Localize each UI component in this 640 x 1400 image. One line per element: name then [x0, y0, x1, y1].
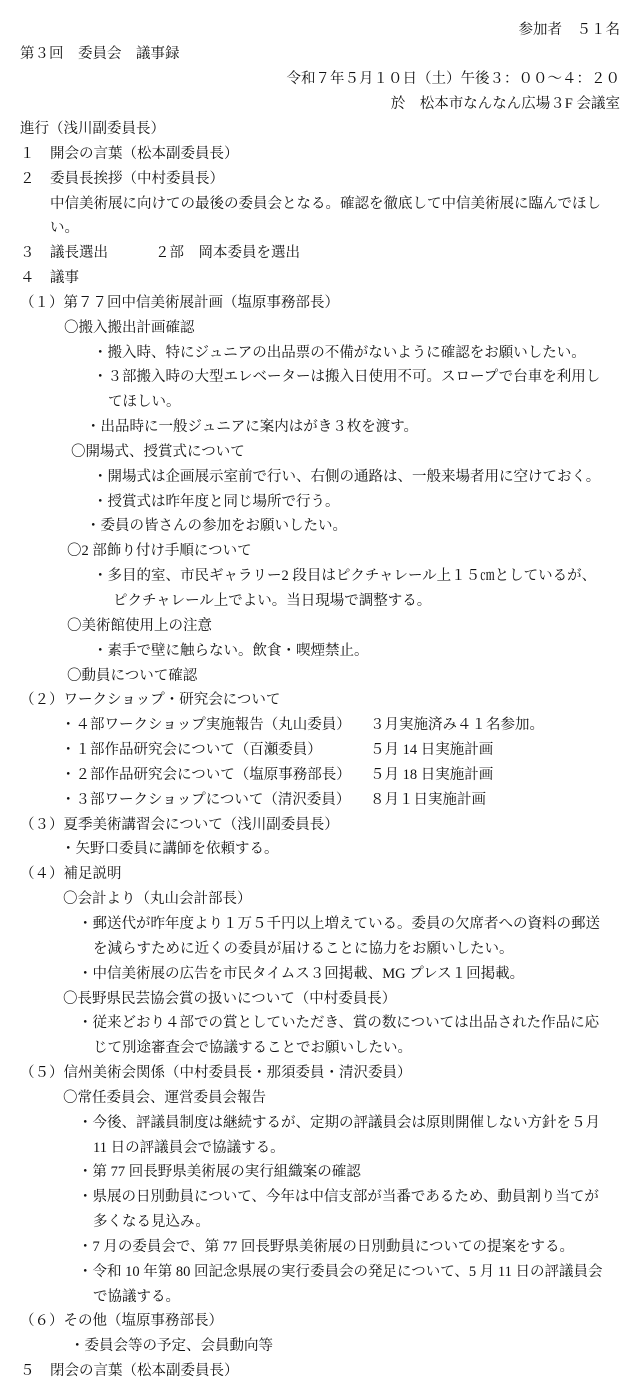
greeting-message-line: 中信美術展に向けての最後の委員会となる。確認を徹底して中信美術展に臨んでほし — [50, 195, 601, 212]
bullet-continuation: を減らすために近くの委員が届けることに協力をお願いしたい。 — [93, 940, 514, 957]
bullet-item: ・素手で壁に触らない。飲食・喫煙禁止。 — [93, 642, 369, 659]
section-heading-supplementary: （４）補足説明 — [20, 866, 122, 883]
meeting-datetime: 令和７年５月１０日（土）午後３：００～４：２０ — [286, 71, 620, 88]
section-heading-other: （６）その他（塩原事務部長） — [20, 1313, 223, 1330]
agenda-text: 開会の言葉（松本副委員長） — [50, 145, 239, 162]
subsection-title: 〇搬入搬出計画確認 — [64, 319, 195, 336]
workshop-label: ・４部ワークショップ実施報告（丸山委員） — [61, 717, 351, 734]
bullet-continuation: ピクチャレール上でよい。当日現場で調整する。 — [113, 593, 432, 609]
subsection-title: 〇開場式、授賞式について — [71, 443, 245, 460]
workshop-row — [0, 763, 640, 788]
bullet-continuation: で協議する。 — [93, 1288, 180, 1305]
bullet-item: ・郵送代が昨年度より１万５千円以上増えている。委員の欠席者への資料の郵送 — [78, 915, 600, 932]
subsection-title: 〇会計より（丸山会計部長） — [63, 891, 252, 908]
bullet-item: ・従来どおり４部での賞としていただき、賞の数については出品された作品に応 — [78, 1015, 600, 1032]
bullet-continuation: 多くなる見込み。 — [93, 1214, 210, 1231]
section-heading-workshops: （２）ワークショップ・研究会について — [20, 692, 281, 709]
bullet-item: ・３部搬入時の大型エレベーターは搬入日使用不可。スロープで台車を利用し — [93, 369, 601, 386]
agenda-item-chair-election — [0, 241, 640, 266]
bullet-item: ・今後、評議員制度は継続するが、定期の評議員会は原則開催しない方針を５月 — [78, 1114, 600, 1131]
section-heading-summer-course: （３）夏季美術講習会について（浅川副委員長） — [20, 816, 339, 833]
section-heading-shinshu-art: （５）信州美術会関係（中村委員長・那須委員・清沢委員） — [20, 1065, 412, 1082]
bullet-item: ・出品時に一般ジュニアに案内はがき３枚を渡す。 — [86, 419, 419, 436]
workshop-row — [0, 713, 640, 738]
bullet-item: ・県展の日別動員について、今年は中信支部が当番であるため、動員割り当てが — [78, 1189, 599, 1206]
attendance-count: 参加者 ５１名 — [518, 21, 620, 38]
bullet-item: ・矢野口委員に講師を依頼する。 — [61, 841, 279, 858]
bullet-item: ・7 月の委員会で、第 77 回長野県美術展の日別動員についての提案をする。 — [78, 1238, 575, 1255]
workshop-label: ・２部作品研究会について（塩原事務部長） — [61, 766, 351, 783]
subsection-title: 〇常任委員会、運営委員会報告 — [63, 1089, 266, 1106]
facilitator-line: 進行（浅川副委員長） — [20, 120, 165, 137]
agenda-number: ２ — [20, 170, 35, 187]
bullet-item: ・搬入時、特にジュニアの出品票の不備がないように確認をお願いしたい。 — [93, 344, 586, 361]
subsection-title: 〇美術館使用上の注意 — [67, 617, 212, 634]
bullet-continuation: てほしい。 — [108, 394, 181, 411]
section-heading-exhibition-plan: （１）第７７回中信美術展計画（塩原事務部長） — [20, 294, 339, 311]
workshop-schedule: ３月実施済み４１名参加。 — [370, 717, 544, 734]
bullet-item: ・開場式は企画展示室前で行い、右側の通路は、一般来場者用に空けておく。 — [93, 468, 601, 485]
bullet-item: ・令和 10 年第 80 回記念県展の実行委員会の発足について、5 月 11 日の評議員会 — [78, 1263, 603, 1280]
bullet-item: ・授賞式は昨年度と同じ場所で行う。 — [93, 493, 340, 510]
subsection-title: 〇長野県民芸協会賞の扱いについて（中村委員長） — [63, 990, 397, 1007]
agenda-number: １ — [20, 145, 35, 162]
agenda-text: 閉会の言葉（松本副委員長） — [50, 1363, 239, 1380]
bullet-item: ・委員の皆さんの参加をお願いしたい。 — [86, 518, 347, 535]
agenda-number: ４ — [20, 270, 35, 287]
agenda-text: 議長選出 — [50, 245, 108, 262]
workshop-schedule: ５月 18 日実施計画 — [370, 766, 494, 783]
agenda-item-proceedings — [0, 266, 640, 291]
bullet-item: ・中信美術展の広告を市民タイムス３回掲載、MG プレス１回掲載。 — [78, 965, 525, 982]
agenda-text: 議事 — [50, 270, 79, 287]
bullet-item: ・第 77 回長野県美術展の実行組織案の確認 — [78, 1164, 361, 1181]
bullet-item: ・委員会等の予定、会員動向等 — [70, 1338, 273, 1355]
subsection-title: 〇動員について確認 — [67, 667, 198, 684]
bullet-continuation: じて別途審査会で協議することでお願いしたい。 — [93, 1040, 412, 1057]
agenda-item-opening — [0, 142, 640, 167]
greeting-message-line: い。 — [50, 220, 79, 237]
agenda-number: ３ — [20, 245, 35, 262]
agenda-text: 委員長挨拶（中村委員長） — [50, 170, 224, 187]
workshop-label: ・１部作品研究会について（百瀬委員） — [61, 742, 322, 759]
meeting-venue: 於 松本市なんなん広場３F 会議室 — [390, 96, 620, 113]
workshop-row — [0, 788, 640, 813]
bullet-item: ・多目的室、市民ギャラリー2 段目はピクチャレール上１５㎝としているが、 — [93, 568, 597, 585]
agenda-number: ５ — [20, 1363, 35, 1380]
agenda-item-closing — [0, 1359, 640, 1384]
workshop-row — [0, 738, 640, 763]
workshop-schedule: ８月１日実施計画 — [370, 791, 486, 808]
bullet-continuation: 11 日の評議員会で協議する。 — [93, 1139, 285, 1156]
workshop-schedule: ５月 14 日実施計画 — [370, 742, 494, 759]
workshop-label: ・３部ワークショップについて（清沢委員） — [61, 791, 351, 808]
chair-election-result: ２部 岡本委員を選出 — [155, 245, 300, 262]
subsection-title: 〇2 部飾り付け手順について — [67, 543, 252, 560]
meeting-title: 第３回 委員会 議事録 — [20, 46, 180, 63]
agenda-item-greeting — [0, 167, 640, 192]
